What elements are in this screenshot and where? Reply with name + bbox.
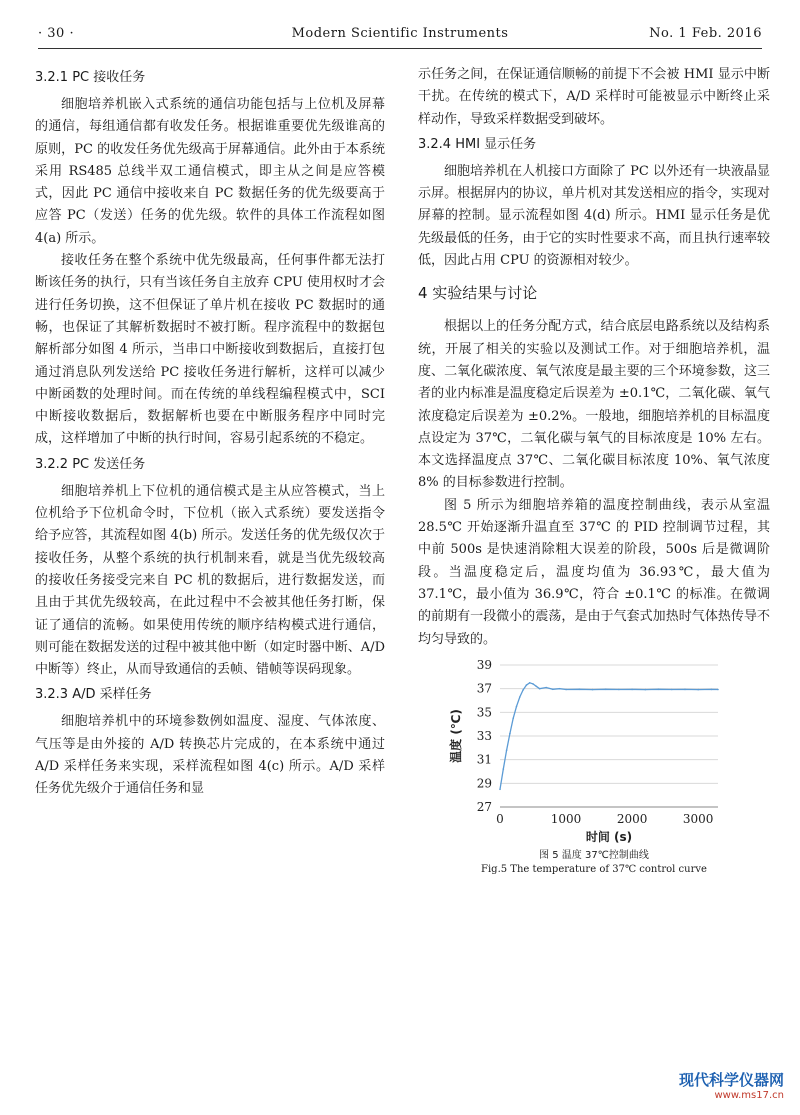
data-point [671, 689, 673, 691]
data-point [545, 687, 547, 689]
figure-caption-en: Fig.5 The temperature of 37℃ control curve [481, 863, 707, 875]
journal-name: Modern Scientific Instruments [291, 26, 509, 41]
section-heading: 3.2.3 A/D 采样任务 [35, 687, 152, 703]
data-point [516, 705, 518, 707]
y-axis-label: 温度 (℃) [449, 708, 463, 763]
figure-caption-cn: 图 5 温度 37℃控制曲线 [539, 849, 649, 861]
section-heading: 3.2.2 PC 发送任务 [35, 456, 146, 472]
watermark-url: www.ms17.cn [714, 1090, 784, 1101]
y-tick-label: 27 [476, 799, 492, 814]
x-axis-label: 时间 (s) [585, 829, 633, 844]
data-point [499, 788, 501, 790]
page-number: · 30 · [38, 26, 75, 41]
y-tick-label: 29 [476, 776, 492, 791]
paragraph: 示任务之间，在保证通信顺畅的前提下不会被 HMI 显示中断干扰。在传统的模式下，A/D 采样时可能被显示中断终止采样动作，导致采样数据受到破坏。 [418, 67, 770, 127]
data-point [503, 768, 505, 770]
data-point [509, 733, 511, 735]
y-tick-label: 37 [476, 681, 492, 696]
data-point [711, 688, 713, 690]
section-heading: 3.2.1 PC 接收任务 [35, 70, 146, 85]
data-point [658, 688, 660, 690]
data-point [645, 689, 647, 691]
data-point [532, 683, 534, 685]
x-tick-label: 2000 [616, 811, 648, 826]
site-watermark [634, 1069, 784, 1101]
data-point [559, 688, 561, 690]
temperature-chart [418, 657, 770, 847]
data-point [697, 689, 699, 691]
data-point [512, 717, 514, 719]
paragraph: 细胞培养机嵌入式系统的通信功能包括与上位机及屏幕的通信，每组通信都有收发任务。根据谁重要优先级谁高的原则，PC 的收发任务优先级高于屏幕通信。此外由于本系统采用 RS485 总线半双工通信模式，即主从之间是应答模式，因此 PC 通信中接收来自 PC 数据任务的优先级要高于应答 PC（发送）任务的优先级。软件的具体工作流程如图 4(a) 所示。 [35, 97, 385, 246]
data-point [592, 689, 594, 691]
header-rule [38, 48, 762, 49]
data-point [529, 682, 531, 684]
data-point [717, 689, 719, 691]
issue-info: No. 1 Feb. 2016 [649, 26, 762, 41]
y-tick-label: 39 [476, 657, 492, 672]
data-point [536, 685, 538, 687]
running-header [38, 26, 762, 46]
y-tick-label: 33 [476, 728, 492, 743]
data-point [519, 696, 521, 698]
paragraph: 根据以上的任务分配方式，结合底层电路系统以及结构系统，开展了相关的实验以及测试工作。对于细胞培养机，温度、二氧化碳浓度、氧气浓度是最主要的三个环境参数，这三者的业内标准是温度稳定后误差为 ±0.1℃，二氧化碳、氧气浓度稳定后误差为 ±0.2%。一般地，细胞培养机的目标温度点设定为 37℃，二氧化碳与氧气的目标浓度是 10% 左右。本文选择温度点 37℃、二氧化碳目标浓度 10%、氧气浓度 8% 的目标参数进行控制。 [418, 319, 770, 491]
data-point [506, 749, 508, 751]
left-column [35, 64, 385, 801]
data-point [684, 688, 686, 690]
paragraph: 接收任务在整个系统中优先级最高，任何事件都无法打断该任务的执行，只有当该任务自主放弃 CPU 使用权时才会进行任务切换，这不但保证了单片机在接收 PC 数据时的通畅，也保证了其解析数据时不被打断。程序流程中的数据包解析部分如图 4 所示，当串口中断接收到数据后，直接打包通过消息队列发送给 PC 接收任务进行解析，这样可以减少中断函数的处理时间。而在传统的单线程编程模式中，SCI 中断接收数据后，数据解析也要在中断服务程序中同时完成，这样增加了中断的执行时间，容易引起系统的不稳定。 [35, 253, 385, 447]
paragraph: 细胞培养机中的环境参数例如温度、湿度、气体浓度、气压等是由外接的 A/D 转换芯片完成的，在本系统中通过 A/D 采样任务来实现，采样流程如图 4(c) 所示。A/D 采样任务优先级介于通信任务和显 [35, 714, 385, 797]
x-tick-label: 3000 [682, 811, 714, 826]
paragraph: 细胞培养机在人机接口方面除了 PC 以外还有一块液晶显示屏。根据屏内的协议，单片机对其发送相应的指令，实现对屏幕的控制。显示流程如图 4(d) 所示。HMI 显示任务是优先级最低的任务，由于它的实时性要求不高，而且执行速率较低，因此占用 CPU 的资源相对较少。 [418, 163, 770, 269]
right-column [418, 64, 770, 887]
data-point [526, 684, 528, 686]
data-point [522, 689, 524, 691]
figure-5 [418, 657, 770, 887]
data-point [539, 688, 541, 690]
data-point [565, 689, 567, 691]
data-point [579, 688, 581, 690]
data-point [605, 688, 607, 690]
data-point [552, 688, 554, 690]
data-point [631, 688, 633, 690]
section-heading: 4 实验结果与讨论 [418, 284, 538, 303]
x-tick-label: 0 [496, 811, 504, 826]
section-heading: 3.2.4 HMI 显示任务 [418, 136, 537, 152]
y-tick-label: 35 [476, 705, 492, 720]
paragraph: 图 5 所示为细胞培养箱的温度控制曲线，表示从室温 28.5℃ 开始逐渐升温直至 37℃ 的 PID 控制调节过程，其中前 500s 是快速消除粗大误差的阶段，500s 后是微调阶段。当温度稳定后，温度均值为 36.93℃，最大值为 37.1℃，最小值为 36.9℃，符合 ±0.1℃ 的标准。在微调的前期有一段微小的震荡，是由于气套式加热时气体热传导不均匀导致的。 [418, 497, 770, 647]
watermark-title: 现代科学仪器网 [678, 1071, 784, 1089]
paragraph: 细胞培养机上下位机的通信模式是主从应答模式，当上位机给予下位机命令时，下位机（嵌入式系统）要发送指令给予应答，其流程如图 4(b) 所示。发送任务的优先级仅次于接收任务，从整个系统的执行机制来看，就是当优先级较高的接收任务接受完来自 PC 机的数据后，进行数据发送，而且由于其优先级较高，在此过程中不会被其他任务打断，保证了通信的流畅。如果使用传统的顺序结构模式进行通信，则可能在数据发送的过程中被其他中断（如定时器中断、A/D 中断等）终止，从而导致通信的丢帧、错帧等误码现象。 [35, 483, 385, 678]
y-tick-label: 31 [476, 752, 492, 767]
data-point [618, 689, 620, 691]
x-tick-label: 1000 [550, 811, 582, 826]
